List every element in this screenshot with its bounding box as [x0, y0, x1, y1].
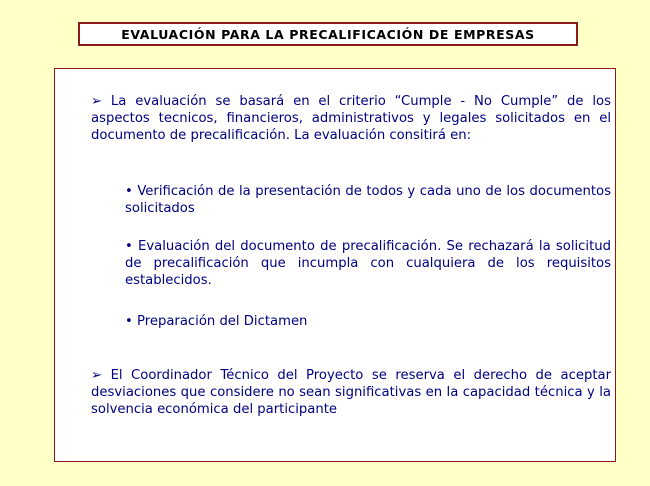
list-item-dictamen [125, 313, 611, 330]
intro-paragraph [91, 93, 611, 145]
slide-title: EVALUACIÓN PARA LA PRECALIFICACIÓN DE EMPRESAS [121, 26, 535, 42]
dot-bullet-icon: • [125, 239, 133, 254]
list-item-text: Preparación del Dictamen [136, 314, 308, 329]
closing-text: El Coordinador Técnico del Proyecto se reserva el derecho de aceptar desviaciones que considere no sean significativas en la capacidad técnica y la solvencia económica del participante [91, 368, 611, 418]
list-item-text: Verificación de la presentación de todos y cada uno de los documentos solicitados [125, 184, 611, 217]
list-item-evaluation [125, 238, 611, 290]
content-box [54, 68, 616, 462]
arrow-bullet-icon: ➢ [91, 94, 103, 109]
dot-bullet-icon: • [125, 314, 133, 329]
list-item-text: Evaluación del documento de precalificación. Se rechazará la solicitud de precalificación que incumpla con cualquiera de los requisitos establecidos. [125, 239, 611, 289]
closing-paragraph [91, 367, 611, 419]
arrow-bullet-icon: ➢ [91, 368, 103, 383]
title-box [78, 22, 578, 46]
dot-bullet-icon: • [125, 184, 133, 199]
list-item-verification [125, 183, 611, 217]
intro-text: La evaluación se basará en el criterio “Cumple - No Cumple” de los aspectos tecnicos, financieros, administrativos y legales solicitados en el documento de precalificación. La evaluación consitirá en: [91, 94, 611, 144]
